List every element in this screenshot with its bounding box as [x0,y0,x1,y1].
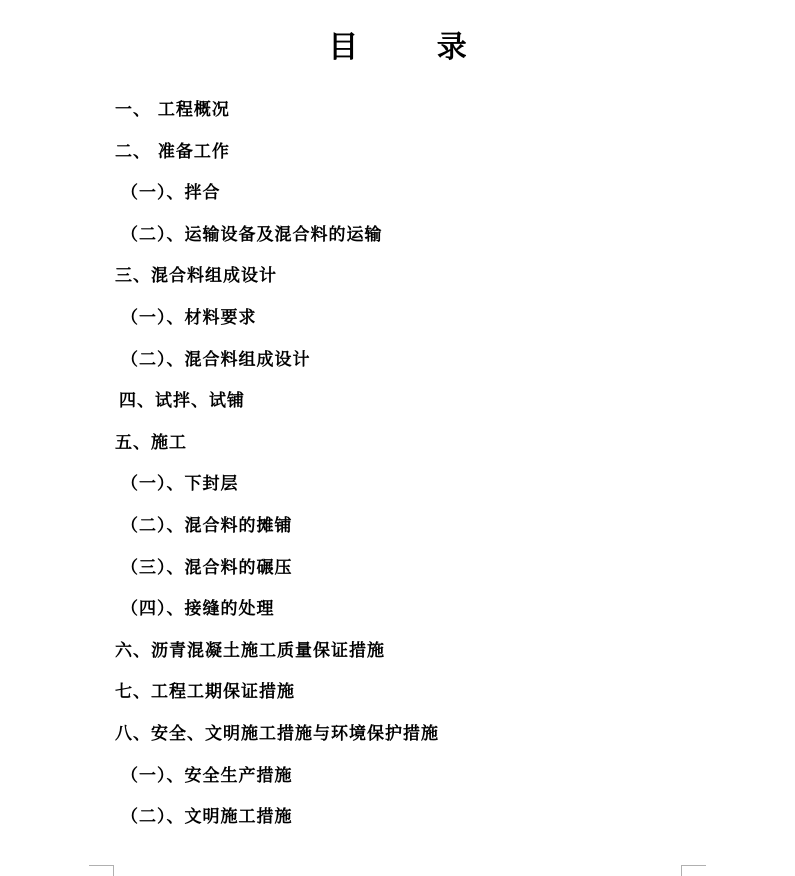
toc-item[interactable]: 二、 准备工作 [115,141,230,162]
toc-item[interactable]: （一）、拌合 [121,183,221,204]
toc-item[interactable]: （二）、运输设备及混合料的运输 [121,224,383,245]
page-title: 目 录 [328,30,501,65]
toc-item[interactable]: （二）、混合料的摊铺 [121,515,293,536]
toc-item[interactable]: （二）、文明施工措施 [121,807,293,828]
toc-item[interactable]: 五、施工 [115,432,187,453]
toc-item[interactable]: （一）、材料要求 [121,307,257,328]
toc-item[interactable]: 八、安全、文明施工措施与环境保护措施 [115,723,439,744]
toc-item[interactable]: 三、混合料组成设计 [115,266,277,287]
toc-item[interactable]: 一、 工程概况 [115,100,230,120]
toc-item[interactable]: 六、沥青混凝土施工质量保证措施 [115,640,385,661]
toc-item[interactable]: （三）、混合料的碾压 [121,557,293,578]
page-margin-mark-right [681,865,706,876]
toc-item[interactable]: 七、工程工期保证措施 [115,682,295,703]
page-margin-mark-left [89,865,114,876]
toc-item[interactable]: （一）、下封层 [121,474,239,495]
toc-item[interactable]: （四）、接缝的处理 [121,599,275,620]
toc-item[interactable]: （一）、安全生产措施 [121,765,293,786]
table-of-contents [0,96,795,845]
toc-item[interactable]: （二）、混合料组成设计 [121,349,311,370]
toc-item[interactable]: 四、试拌、试铺 [119,391,245,412]
